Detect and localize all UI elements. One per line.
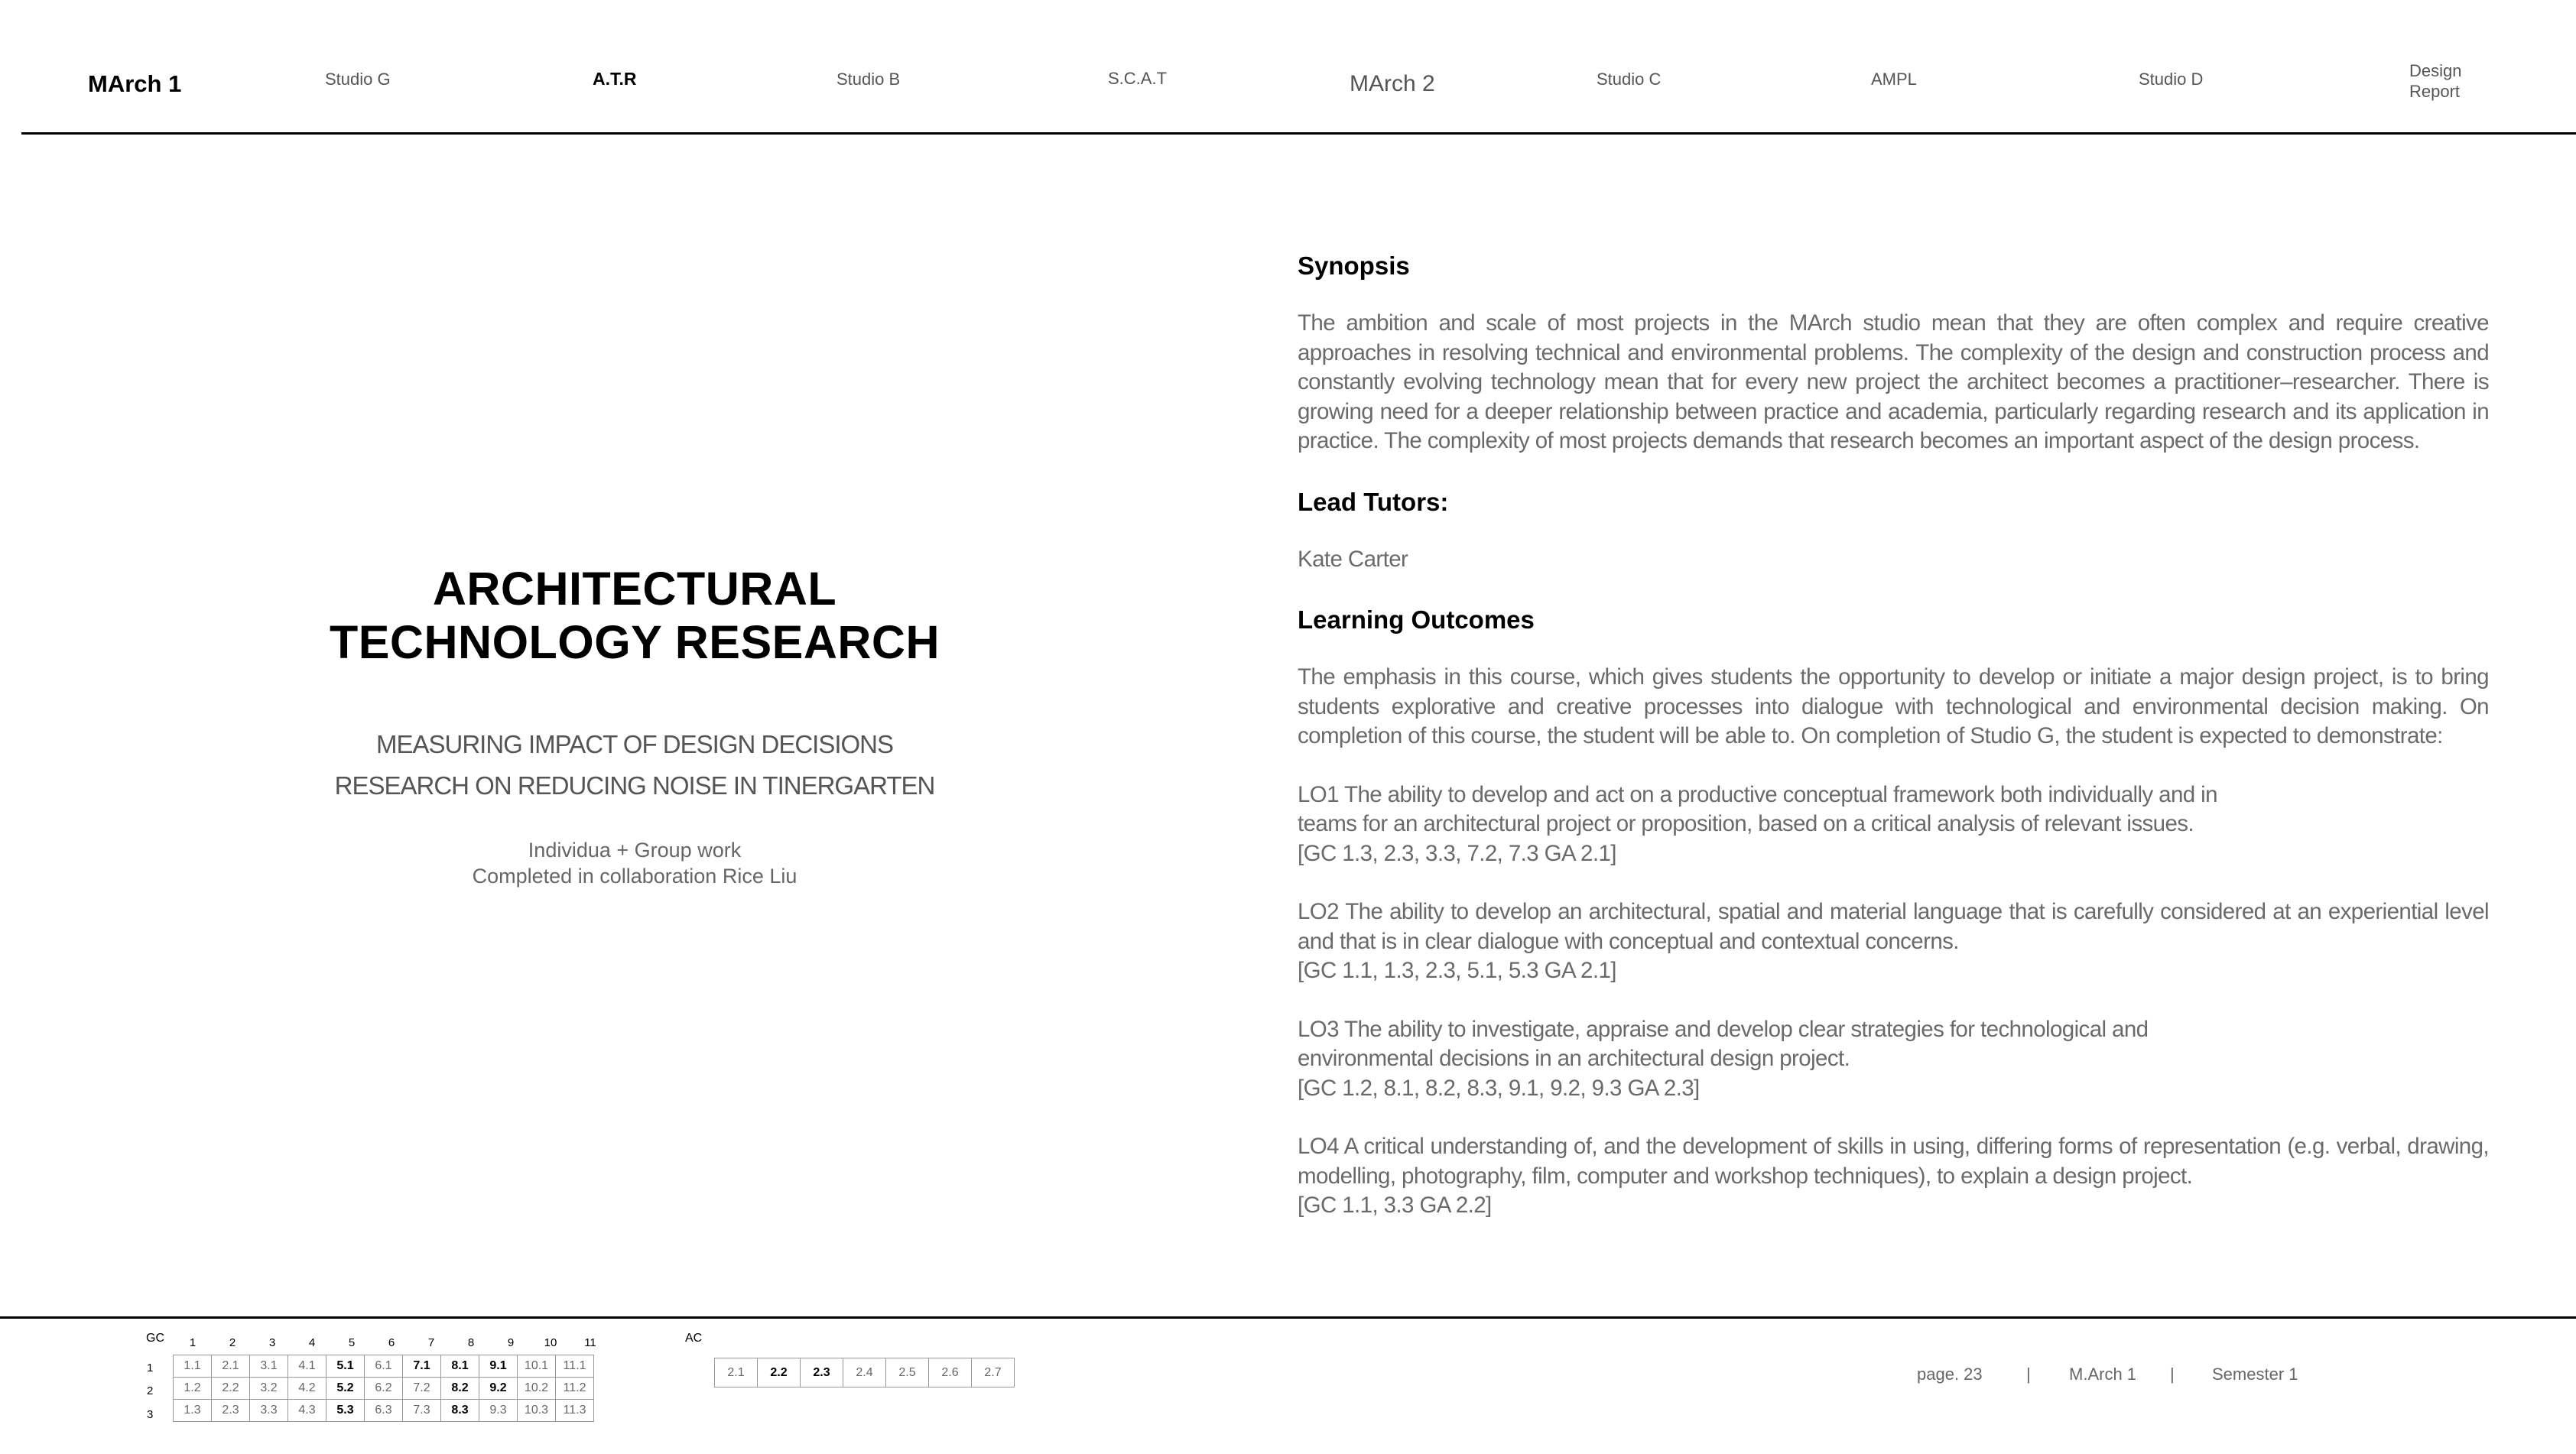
lo2-text: LO2 The ability to develop an architectural, spatial and material language that is carefully considered at an experiential level and that is in clear dialogue with conceptual and contextual concerns. <box>1298 899 2489 954</box>
gc-cell: 8.3 <box>441 1400 479 1422</box>
gc-table-row <box>174 1355 594 1378</box>
gc-cell: 10.3 <box>518 1400 556 1422</box>
footer-program: M.Arch 1 <box>2069 1365 2137 1384</box>
nav-design-report-line1: Design <box>2409 61 2462 80</box>
gc-column-header: 10 <box>544 1336 557 1349</box>
subtitle-line-1: MEASURING IMPACT OF DESIGN DECISIONS <box>375 730 894 758</box>
lo3-line-2: environmental decisions in an architectural design project. <box>1298 1046 1850 1071</box>
ac-cell: 2.7 <box>972 1358 1015 1387</box>
gc-cell: 6.2 <box>365 1378 403 1400</box>
ac-cell: 2.3 <box>801 1358 843 1387</box>
nav-ampl[interactable]: AMPL <box>1871 70 1917 89</box>
title-block <box>252 562 1017 889</box>
ac-cell: 2.6 <box>929 1358 972 1387</box>
nav-studio-d[interactable]: Studio D <box>2139 70 2204 89</box>
footer-separator: | <box>2026 1365 2031 1384</box>
gc-cell: 11.3 <box>556 1400 594 1422</box>
tutors-heading: Lead Tutors: <box>1298 487 1449 516</box>
gc-cell: 2.2 <box>212 1378 250 1400</box>
lo3-codes: [GC 1.2, 8.1, 8.2, 8.3, 9.1, 9.2, 9.3 GA 2.3] <box>1298 1075 1700 1101</box>
collaboration: Completed in collaboration Rice Liu <box>472 865 797 888</box>
nav-march1[interactable]: MArch 1 <box>88 70 182 97</box>
gc-cell: 5.2 <box>326 1378 365 1400</box>
work-type: Individua + Group work <box>528 839 742 862</box>
ac-cell: 2.5 <box>886 1358 929 1387</box>
gc-cell: 4.1 <box>288 1355 326 1378</box>
gc-column-header: 8 <box>467 1336 475 1349</box>
gc-cell: 3.2 <box>250 1378 288 1400</box>
ac-label: AC <box>685 1332 703 1345</box>
page-title <box>252 562 1017 669</box>
gc-table-row <box>174 1400 594 1422</box>
title-line-2: TECHNOLOGY RESEARCH <box>329 616 940 668</box>
ac-table <box>714 1358 1015 1387</box>
gc-cell: 5.3 <box>326 1400 365 1422</box>
gc-cell: 9.1 <box>479 1355 518 1378</box>
gc-cell: 9.2 <box>479 1378 518 1400</box>
outcomes-intro: The emphasis in this course, which gives students the opportunity to develop or initiate a major design project, is to bring students explorative and creative processes into dialogue with technological and environmental decision making. On completion of this course, the student will be able to. On completion of Studio G, the student is expected to demonstrate: <box>1298 664 2489 748</box>
gc-row-label: 1 <box>147 1362 154 1374</box>
learning-outcome-3 <box>1298 1015 2489 1104</box>
gc-row-label: 3 <box>147 1408 154 1421</box>
synopsis-text: The ambition and scale of most projects in the MArch studio mean that they are often complex and require creative approaches in resolving technical and environmental problems. The complexity of the design and construction process and constantly evolving technology mean that for every new project the architect becomes a practitioner–researcher. There is growing need for a deeper relationship between practice and academia, particularly regarding research and its application in practice. The complexity of most projects demands that research becomes an important aspect of the design process. <box>1298 310 2489 453</box>
gc-cell: 11.2 <box>556 1378 594 1400</box>
gc-column-header: 11 <box>584 1336 596 1349</box>
gc-cell: 9.3 <box>479 1400 518 1422</box>
work-info <box>252 837 1017 889</box>
gc-column-header: 3 <box>268 1336 276 1349</box>
ac-table-row <box>715 1358 1015 1387</box>
lo2-codes: [GC 1.1, 1.3, 2.3, 5.1, 5.3 GA 2.1] <box>1298 958 1616 983</box>
subtitle-line-2: RESEARCH ON REDUCING NOISE IN TINERGARTEN <box>334 771 935 800</box>
header-divider <box>21 132 2576 135</box>
lo1-line-1: LO1 The ability to develop and act on a productive conceptual framework both individually and in <box>1298 781 2217 807</box>
gc-column-header: 6 <box>388 1336 395 1349</box>
ac-cell: 2.1 <box>715 1358 758 1387</box>
gc-cell: 6.1 <box>365 1355 403 1378</box>
gc-cell: 3.1 <box>250 1355 288 1378</box>
learning-outcome-4 <box>1298 1132 2489 1221</box>
gc-label: GC <box>146 1332 164 1345</box>
gc-column-header: 9 <box>507 1336 515 1349</box>
nav-studio-b[interactable]: Studio B <box>836 70 901 89</box>
synopsis-heading: Synopsis <box>1298 252 1410 280</box>
page-number: page. 23 <box>1917 1365 1983 1384</box>
outcomes-heading: Learning Outcomes <box>1298 605 1535 634</box>
gc-cell: 10.2 <box>518 1378 556 1400</box>
lo1-codes: [GC 1.3, 2.3, 3.3, 7.2, 7.3 GA 2.1] <box>1298 840 1616 866</box>
gc-cell: 1.1 <box>174 1355 212 1378</box>
gc-table <box>173 1355 594 1422</box>
gc-cell: 3.3 <box>250 1400 288 1422</box>
gc-cell: 7.1 <box>403 1355 441 1378</box>
lo4-text: LO4 A critical understanding of, and the development of skills in using, differing forms of representation (e.g. verbal, drawing, modelling, photography, film, computer and workshop techniques), to explain a design project. <box>1298 1134 2489 1189</box>
gc-table-row <box>174 1378 594 1400</box>
learning-outcome-2 <box>1298 897 2489 986</box>
nav-studio-c[interactable]: Studio C <box>1597 70 1662 89</box>
nav-march2[interactable]: MArch 2 <box>1350 71 1435 96</box>
lo1-line-2: teams for an architectural project or proposition, based on a critical analysis of relevant issues. <box>1298 811 2194 836</box>
gc-cell: 5.1 <box>326 1355 365 1378</box>
footer-divider <box>0 1316 2576 1319</box>
gc-cell: 1.3 <box>174 1400 212 1422</box>
gc-cell: 7.3 <box>403 1400 441 1422</box>
nav-design-report[interactable] <box>2409 60 2461 102</box>
gc-cell: 1.2 <box>174 1378 212 1400</box>
nav-studio-g[interactable]: Studio G <box>325 70 391 89</box>
gc-column-header: 7 <box>427 1336 435 1349</box>
gc-cell: 2.1 <box>212 1355 250 1378</box>
gc-cell: 8.1 <box>441 1355 479 1378</box>
gc-cell: 4.3 <box>288 1400 326 1422</box>
content-column <box>1298 249 2489 1221</box>
gc-row-label: 2 <box>147 1384 154 1397</box>
gc-cell: 8.2 <box>441 1378 479 1400</box>
footer-semester: Semester 1 <box>2212 1365 2298 1384</box>
nav-design-report-line2: Report <box>2409 82 2461 101</box>
tutor-name: Kate Carter <box>1298 546 1408 572</box>
footer-separator: | <box>2170 1365 2175 1384</box>
gc-cell: 11.1 <box>556 1355 594 1378</box>
learning-outcome-1 <box>1298 781 2489 869</box>
lo3-line-1: LO3 The ability to investigate, appraise and develop clear strategies for technological and <box>1298 1016 2149 1042</box>
gc-cell: 7.2 <box>403 1378 441 1400</box>
gc-cell: 2.3 <box>212 1400 250 1422</box>
lo4-codes: [GC 1.1, 3.3 GA 2.2] <box>1298 1193 1492 1218</box>
ac-cell: 2.2 <box>758 1358 801 1387</box>
gc-cell: 10.1 <box>518 1355 556 1378</box>
gc-column-header: 5 <box>348 1336 356 1349</box>
gc-column-header: 2 <box>229 1336 236 1349</box>
gc-column-header: 4 <box>308 1336 316 1349</box>
ac-cell: 2.4 <box>843 1358 886 1387</box>
subtitle <box>252 724 1017 807</box>
nav-atr[interactable]: A.T.R <box>593 69 637 89</box>
nav-scat[interactable]: S.C.A.T <box>1108 69 1168 88</box>
title-line-1: ARCHITECTURAL <box>432 563 837 615</box>
gc-column-header: 1 <box>189 1336 197 1349</box>
gc-cell: 4.2 <box>288 1378 326 1400</box>
gc-cell: 6.3 <box>365 1400 403 1422</box>
